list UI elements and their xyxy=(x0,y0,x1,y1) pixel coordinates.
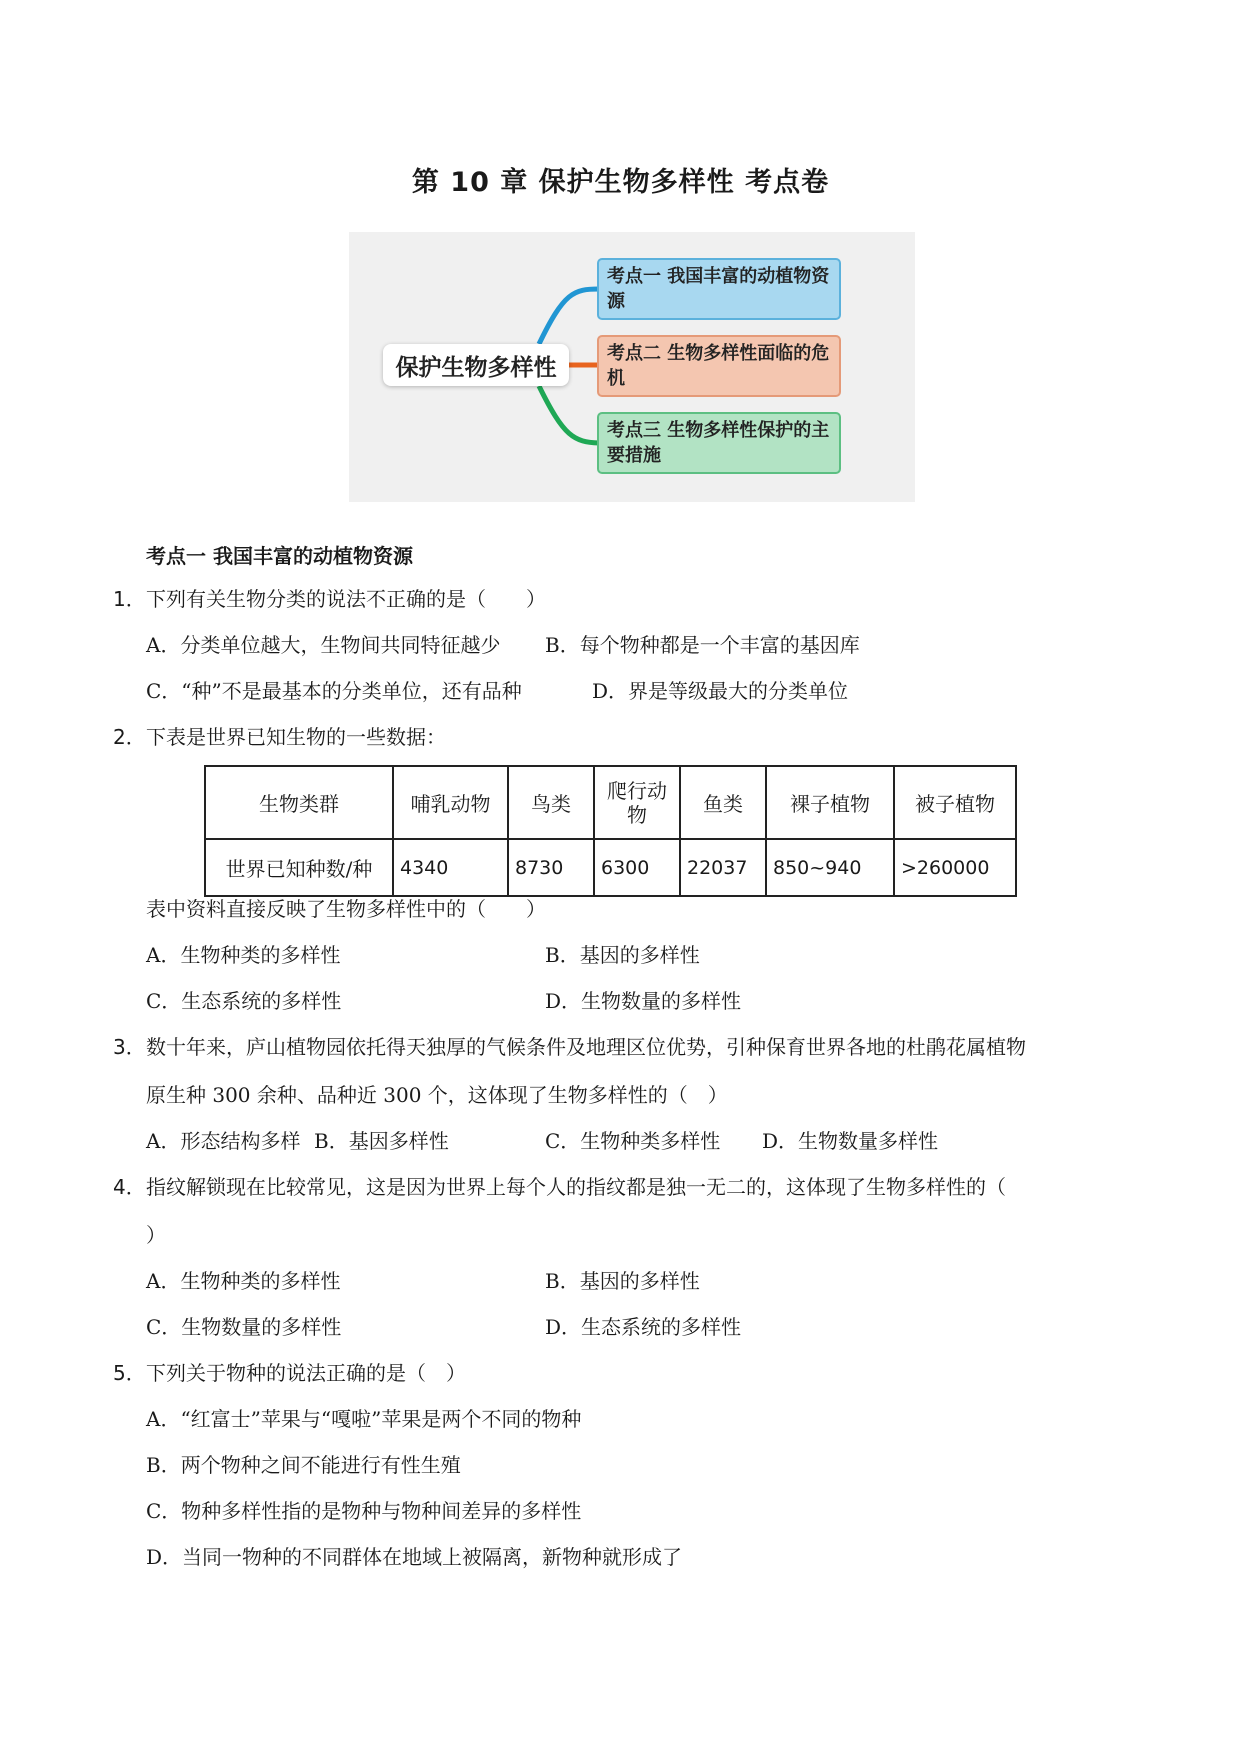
mindmap-node-3: 考点三 生物多样性保护的主要措施 xyxy=(597,412,841,474)
table-cell: >260000 xyxy=(894,839,1016,896)
q4-stem-line2: ） xyxy=(146,1223,166,1247)
table-cell: 850~940 xyxy=(766,839,894,896)
table-cell: 6300 xyxy=(594,839,680,896)
q3-option-b: B．基因多样性 xyxy=(314,1129,449,1153)
table-header-cell: 鸟类 xyxy=(508,766,594,839)
q3-stem-line1: 数十年来，庐山植物园依托得天独厚的气候条件及地理区位优势，引种保育世界各地的杜鹃花属植物 xyxy=(146,1035,1026,1059)
q5-option-d: D．当同一物种的不同群体在地域上被隔离，新物种就形成了 xyxy=(146,1545,683,1569)
q4-option-a: A．生物种类的多样性 xyxy=(146,1269,341,1293)
q1-option-c: C．“种”不是最基本的分类单位，还有品种 xyxy=(146,679,522,703)
table-header-cell: 裸子植物 xyxy=(766,766,894,839)
q2-option-a: A．生物种类的多样性 xyxy=(146,943,341,967)
mindmap-center-node: 保护生物多样性 xyxy=(383,344,569,386)
mindmap-figure xyxy=(349,232,915,502)
table-cell: 世界已知种数/种 xyxy=(205,839,393,896)
q2-after-text: 表中资料直接反映了生物多样性中的（ ） xyxy=(146,897,546,921)
table-header-cell: 哺乳动物 xyxy=(393,766,508,839)
q3-option-d: D．生物数量多样性 xyxy=(762,1129,939,1153)
table-cell: 4340 xyxy=(393,839,508,896)
q3-stem-line2: 原生种 300 余种、品种近 300 个，这体现了生物多样性的（ ） xyxy=(146,1083,728,1107)
species-data-table xyxy=(204,765,1017,897)
mindmap-node-2: 考点二 生物多样性面临的危机 xyxy=(597,335,841,397)
q1-stem: 下列有关生物分类的说法不正确的是（ ） xyxy=(146,587,546,611)
q4-option-c: C．生物数量的多样性 xyxy=(146,1315,342,1339)
table-header-cell: 爬行动 物 xyxy=(594,766,680,839)
q4-option-d: D．生态系统的多样性 xyxy=(545,1315,742,1339)
q2-option-b: B．基因的多样性 xyxy=(545,943,700,967)
table-cell: 8730 xyxy=(508,839,594,896)
q5-option-a: A．“红富士”苹果与“嘎啦”苹果是两个不同的物种 xyxy=(146,1407,582,1431)
q4-number: 4． xyxy=(113,1175,146,1199)
q1-number: 1． xyxy=(113,587,146,611)
table-cell: 22037 xyxy=(680,839,766,896)
table-header-row xyxy=(205,766,1016,839)
section-heading: 考点一 我国丰富的动植物资源 xyxy=(146,544,413,568)
q2-number: 2． xyxy=(113,725,146,749)
q2-stem: 下表是世界已知生物的一些数据： xyxy=(146,725,446,749)
q3-number: 3． xyxy=(113,1035,146,1059)
q4-stem-line1: 指纹解锁现在比较常见，这是因为世界上每个人的指纹都是独一无二的，这体现了生物多样性的（ xyxy=(146,1175,1006,1199)
q4-option-b: B．基因的多样性 xyxy=(545,1269,700,1293)
page-title: 第 10 章 保护生物多样性 考点卷 xyxy=(411,167,830,198)
mindmap-node-1: 考点一 我国丰富的动植物资源 xyxy=(597,258,841,320)
q1-option-b: B．每个物种都是一个丰富的基因库 xyxy=(545,633,860,657)
table-header-cell: 鱼类 xyxy=(680,766,766,839)
q5-number: 5． xyxy=(113,1361,146,1385)
q1-option-d: D．界是等级最大的分类单位 xyxy=(592,679,849,703)
connector-blue xyxy=(539,289,599,344)
q3-option-a: A．形态结构多样 xyxy=(146,1129,301,1153)
q2-option-c: C．生态系统的多样性 xyxy=(146,989,342,1013)
connector-green xyxy=(539,386,599,443)
q5-option-c: C．物种多样性指的是物种与物种间差异的多样性 xyxy=(146,1499,582,1523)
q5-stem: 下列关于物种的说法正确的是（ ） xyxy=(146,1361,466,1385)
q5-option-b: B．两个物种之间不能进行有性生殖 xyxy=(146,1453,461,1477)
table-header-cell: 生物类群 xyxy=(205,766,393,839)
q2-option-d: D．生物数量的多样性 xyxy=(545,989,742,1013)
table-row xyxy=(205,839,1016,896)
table-header-cell: 被子植物 xyxy=(894,766,1016,839)
q3-option-c: C．生物种类多样性 xyxy=(545,1129,721,1153)
q1-option-a: A．分类单位越大，生物间共同特征越少 xyxy=(146,633,501,657)
